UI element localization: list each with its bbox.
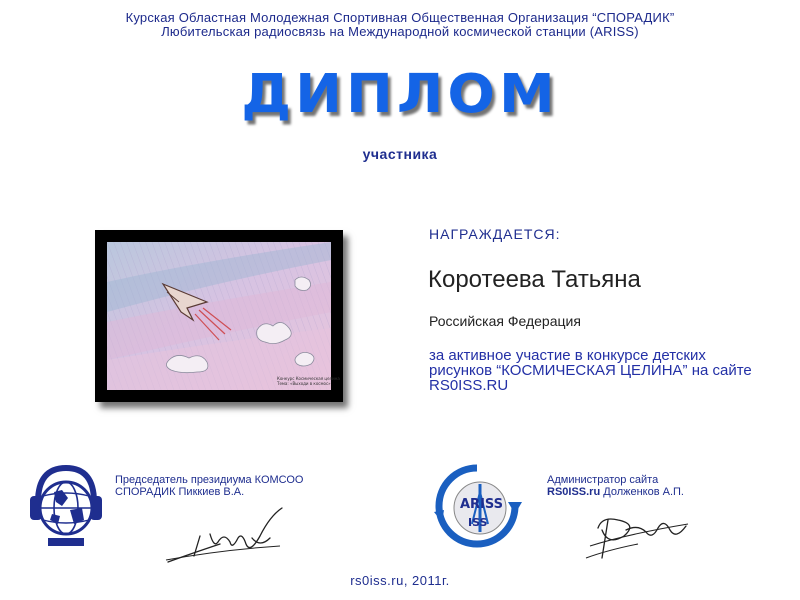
left-signatory	[115, 474, 385, 498]
program-name-line: Любительская радиосвязь на Международной космической станции (ARISS)	[161, 24, 639, 39]
diploma-subtitle: участника	[362, 146, 438, 162]
drawing-caption-line2: Тема: «Выходи в космос»	[277, 381, 331, 386]
ariss-logo-top: ARISS	[460, 497, 504, 512]
right-signature	[578, 500, 698, 568]
child-drawing-image	[107, 242, 340, 390]
left-signatory-line2: СПОРАДИК Пиккиев В.А.	[115, 486, 245, 498]
ariss-logo	[432, 462, 522, 552]
ariss-logo-bottom: ISS	[468, 516, 488, 529]
diploma-title: ДИПЛОМ	[241, 63, 559, 126]
site-name: RS0ISS.ru	[547, 486, 601, 498]
footer-site-year: rs0iss.ru, 2011г.	[350, 573, 450, 588]
right-signatory-line2	[547, 486, 787, 498]
drawing-caption-line1: Конкурс Космическая целина	[277, 376, 340, 381]
recipient-name: Коротеева Татьяна	[428, 266, 641, 293]
recipient-country: Российская Федерация	[429, 313, 581, 329]
left-signatory-line1: Председатель президиума КОМСОО	[115, 474, 304, 486]
awarded-label: НАГРАЖДАЕТСЯ:	[429, 226, 561, 242]
right-signatory	[547, 474, 787, 498]
award-reason: за активное участие в конкурсе детских рисунков “КОСМИЧЕСКАЯ ЦЕЛИНА” на сайте RS0ISS.RU	[429, 347, 752, 394]
org-name-line: Курская Областная Молодежная Спортивная Общественная Организация “СПОРАДИК”	[125, 10, 675, 25]
right-signatory-name: Долженков А.П.	[600, 486, 684, 498]
globe-headphones-logo	[28, 462, 104, 550]
drawing-frame	[95, 230, 343, 402]
left-signature	[160, 498, 300, 570]
right-signatory-line1: Администратор сайта	[547, 474, 659, 486]
